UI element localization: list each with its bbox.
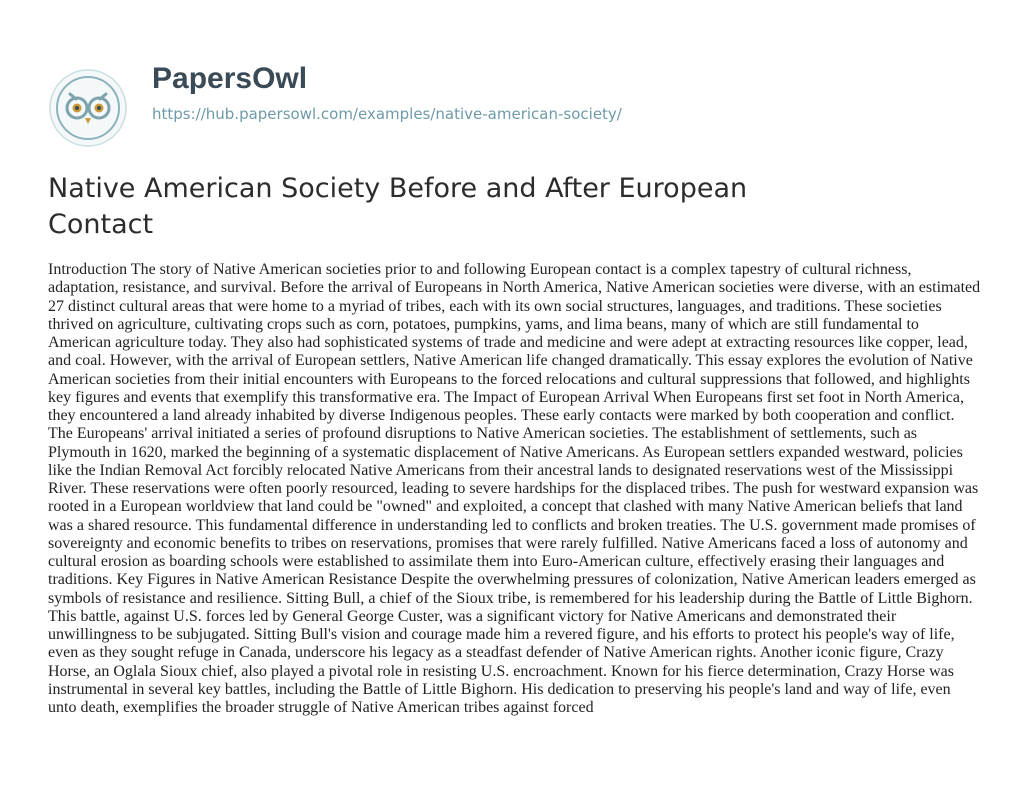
essay-body: Introduction The story of Native American societies prior to and following European contact is a complex tapestry of cultural richness, adaptation, resistance, and survival. Before the arrival of Europeans in North America, Native American societies were diverse, with an estimated 27 distinct cultural areas that were home to a myriad of tribes, each with its own social structures, languages, and traditions. These societies thrived on agriculture, cultivating crops such as corn, potatoes, pumpkins, yams, and lima beans, many of which are still fundamental to American agriculture today. They also had sophisticated systems of trade and medicine and were adept at extracting resources like copper, lead, and coal. However, with the arrival of European settlers, Native American life changed dramatically. This essay explores the evolution of Native American societies from their initial encounters with Europeans to the forced relocations and cultural suppressions that followed, and highlights key figures and events that exemplify this transformative era. The Impact of European Arrival When Europeans first set foot in North America, they encountered a land already inhabited by diverse Indigenous peoples. These early contacts were marked by both cooperation and conflict. The Europeans' arrival initiated a series of profound disruptions to Native American societies. The establishment of settlements, such as Plymouth in 1620, marked the beginning of a systematic displacement of Native Americans. As European settlers expanded westward, policies like the Indian Removal Act forcibly relocated Native Americans from their ancestral lands to designated reservations west of the Mississippi River. These reservations were often poorly resourced, leading to severe hardships for the displaced tribes. The push for westward expansion was rooted in a European worldview that land could be "owned" and exploited, a concept that clashed with many Native American beliefs that land was a shared resource. This fundamental difference in understanding led to conflicts and broken treaties. The U.S. government made promises of sovereignty and economic benefits to tribes on reservations, promises that were rarely fulfilled. Native Americans faced a loss of autonomy and cultural erosion as boarding schools were established to assimilate them into Euro-American culture, effectively erasing their languages and traditions. Key Figures in Native American Resistance Despite the overwhelming pressures of colonization, Native American leaders emerged as symbols of resistance and resilience. Sitting Bull, a chief of the Sioux tribe, is remembered for his leadership during the Battle of Little Bighorn. This battle, against U.S. forces led by General George Custer, was a significant victory for Native Americans and demonstrated their unwillingness to be subjugated. Sitting Bull's vision and courage made him a revered figure, and his efforts to protect his people's way of life, even as they sought refuge in Canada, underscore his legacy as a steadfast defender of Native American rights. Another iconic figure, Crazy Horse, an Oglala Sioux chief, also played a pivotal role in resisting U.S. encroachment. Known for his fierce determination, Crazy Horse was instrumental in several key battles, including the Battle of Little Bighorn. His dedication to preserving his people's land and way of life, even unto death, exemplifies the broader struggle of Native American tribes against forced: [48, 261, 981, 716]
essay-title: Native American Society Before and After European Contact: [48, 173, 748, 240]
page-url-link[interactable]: https://hub.papersowl.com/examples/native-american-society/: [152, 105, 622, 123]
site-header: [0, 0, 1024, 150]
owl-logo-icon[interactable]: [48, 68, 128, 148]
brand-name[interactable]: PapersOwl: [152, 62, 308, 95]
